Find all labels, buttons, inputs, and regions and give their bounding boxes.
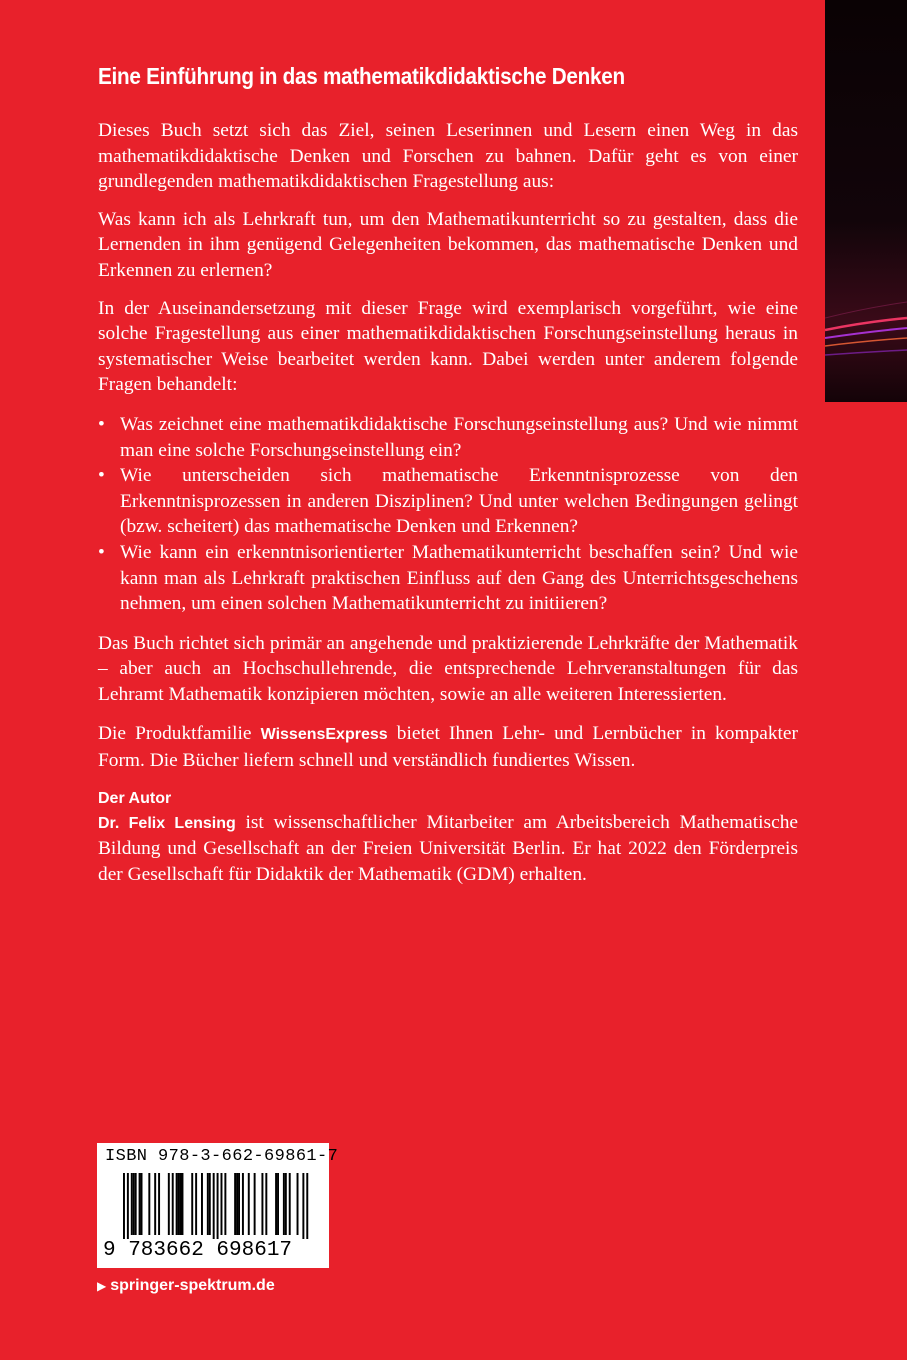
author-heading: Der Autor [98,789,172,807]
barcode-bar [139,1173,141,1235]
barcode-bar [201,1173,203,1235]
barcode-bar [265,1173,267,1235]
barcode-bar [127,1173,129,1239]
author-bio-text: ist wissenschaftlicher Mitarbeiter am Arbeitsbereich Mathematische Bildung und Gesellschaft an der Freien Universität Berlin. Er hat 2022 den Förderpreis der Gesellschaft für Didaktik der Mathematik (GDM) erhalten. [98,811,799,885]
barcode-bar [213,1173,215,1239]
list-item-text: Was zeichnet eine mathematikdidaktische Forschungseinstellung aus? Und wie nimmt man eine solche Forschungseinstellung ein? [120,413,798,461]
bullet-icon: • [98,413,105,435]
barcode-bar [195,1173,197,1235]
paragraph-intro: Dieses Buch setzt sich das Ziel, seinen Leserinnen und Lesern einen Weg in das mathematikdidaktische Denken und Forschen zu bahnen. Dafür geht es von einer grundlegenden mathematikdidaktischen Fragestellung aus: [98,120,798,193]
isbn-barcode [97,1143,339,1268]
barcode-bar [221,1173,223,1235]
barcode-bar [168,1173,170,1235]
barcode-bar [209,1173,211,1235]
list-item [98,540,798,617]
website-url: springer-spektrum.de [110,1277,275,1294]
list-item [98,412,798,463]
author-bio [98,810,798,888]
barcode-bar [261,1173,263,1235]
barcode-bar [248,1173,250,1235]
barcode-bar [123,1173,125,1239]
barcode-bar [302,1173,304,1239]
list-item [98,463,798,540]
barcode-bar [158,1173,160,1235]
bullet-icon: • [98,541,105,563]
headline: Eine Einführung in das mathematikdidaktische Denken [98,63,625,89]
barcode-bar [133,1173,135,1235]
barcode-bar [207,1173,209,1235]
barcode-bar [148,1173,150,1235]
barcode-bar [141,1173,143,1235]
paragraph-series [98,721,798,773]
barcode-bar [131,1173,133,1235]
barcode-bar [254,1173,256,1235]
barcode-bar [176,1173,178,1235]
barcode-bar [154,1173,156,1235]
series-prefix: Die Produktfamilie [98,723,252,745]
barcode-bar [289,1173,291,1235]
series-name: WissensExpress [260,726,388,744]
barcode-bar [178,1173,180,1235]
blurb-body [98,118,798,899]
barcode-bar [191,1173,193,1235]
barcode-bar [283,1173,285,1235]
barcode-bar [182,1173,184,1235]
barcode-bar [180,1173,182,1235]
list-item-text: Wie kann ein erkenntnisorientierter Mathematikunterricht beschaffen sein? Und wie kann man als Lehrkraft praktischen Einfluss auf den Gang des Unterrichtsgeschehens nehmen, um einen solchen Mathematikunterricht zu initiieren? [120,541,798,615]
barcode-bar [275,1173,277,1235]
publisher-website[interactable] [97,1277,275,1295]
question-list [98,412,798,617]
ean-digits: 9 783662 698617 [103,1239,293,1262]
barcode-bar [285,1173,287,1235]
barcode-bar [135,1173,137,1235]
series-suffix: bietet Ihnen Lehr- und Lernbücher in kompakter Form. Die Bücher liefern schnell und verständlich fundiertes Wissen. [98,723,798,772]
barcode-bar [297,1173,299,1235]
barcode-bar [172,1173,174,1235]
list-item-text: Wie unterscheiden sich mathematische Erkenntnisprozesse von den Erkenntnisprozessen in anderen Disziplinen? Und unter welchen Bedingungen gelingt (bzw. scheitert) das mathematische Denken und Erkennen? [120,465,798,538]
barcode-bar [306,1173,308,1239]
bullet-icon: • [98,465,105,487]
barcode-bar [236,1173,238,1235]
barcode-bar [242,1173,244,1235]
barcode-bar [238,1173,240,1235]
cover-photo-strip [825,0,907,402]
barcode-bar [277,1173,279,1235]
paragraph-audience: Das Buch richtet sich primär an angehende und praktizierende Lehrkräfte der Mathematik – aber auch an Hochschullehrende, die entsprechende Lehrveranstaltungen für das Lehramt Mathematik konzipieren möchten, sowie an alle weiteren Interessierten. [98,632,798,705]
paragraph-question: Was kann ich als Lehrkraft tun, um den Mathematikunterricht so zu gestalten, dass die Lernenden in ihm genügend Gelegenheiten bekommen, das mathematische Denken und Erkennen zu erlernen? [98,208,798,281]
barcode-bar [224,1173,226,1235]
author-name: Dr. Felix Lensing [98,814,236,832]
barcode-bar [217,1173,219,1239]
barcode-bars [97,1171,329,1241]
paragraph-approach: In der Auseinandersetzung mit dieser Frage wird exemplarisch vorgeführt, wie eine solche Fragestellung aus einer mathematikdidaktischen Forschungseinstellung heraus in systematischer Weise bearbeitet werden kann. Dabei werden unter anderem folgende Fragen behandelt: [98,297,798,396]
isbn-label: ISBN 978-3-662-69861-7 [105,1147,339,1166]
barcode-bar [234,1173,236,1235]
arrow-right-icon: ▶ [97,1279,107,1293]
